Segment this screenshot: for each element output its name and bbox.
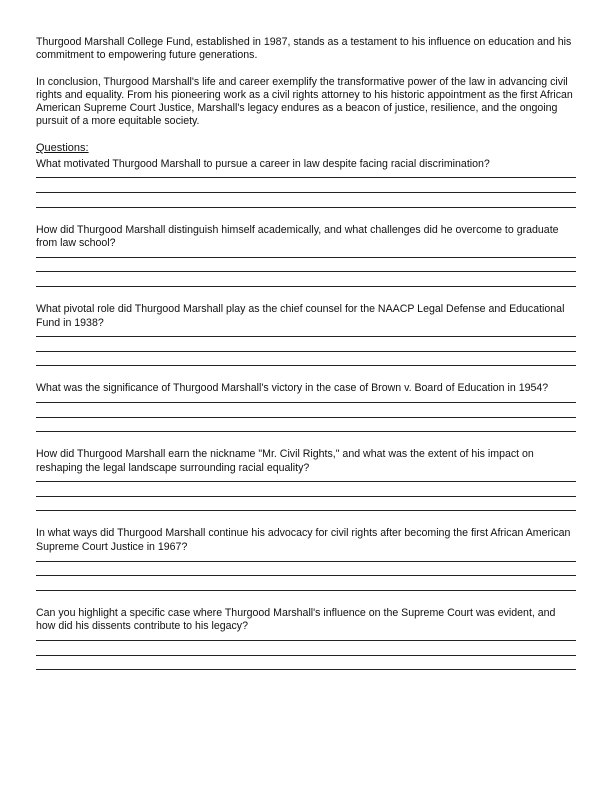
question-block bbox=[36, 607, 576, 670]
question-text: What motivated Thurgood Marshall to pursue a career in law despite facing racial discrimination? bbox=[36, 157, 490, 170]
answer-line[interactable] bbox=[36, 257, 576, 258]
answer-line[interactable] bbox=[36, 561, 576, 562]
question-text: How did Thurgood Marshall earn the nickname "Mr. Civil Rights," and what was the extent of his impact on reshaping the legal landscape surrounding racial equality? bbox=[36, 448, 534, 474]
question-block bbox=[36, 158, 576, 208]
answer-line[interactable] bbox=[36, 655, 576, 656]
answer-line[interactable] bbox=[36, 402, 576, 403]
answer-line[interactable] bbox=[36, 510, 576, 511]
question-block bbox=[36, 448, 576, 511]
answer-line[interactable] bbox=[36, 192, 576, 193]
answer-line[interactable] bbox=[36, 365, 576, 366]
answer-line[interactable] bbox=[36, 640, 576, 641]
answer-line[interactable] bbox=[36, 336, 576, 337]
answer-line[interactable] bbox=[36, 351, 576, 352]
question-block bbox=[36, 382, 576, 432]
worksheet-page bbox=[36, 36, 576, 686]
question-text: Can you highlight a specific case where Thurgood Marshall's influence on the Supreme Court was evident, and how did his dissents contribute to his legacy? bbox=[36, 606, 556, 633]
answer-line[interactable] bbox=[36, 431, 576, 432]
answer-line[interactable] bbox=[36, 575, 576, 576]
paragraph-college-fund: Thurgood Marshall College Fund, established in 1987, stands as a testament to his influence on education and his commitment to empowering future generations. bbox=[36, 36, 572, 62]
answer-line[interactable] bbox=[36, 590, 576, 591]
answer-line[interactable] bbox=[36, 207, 576, 208]
question-text: What pivotal role did Thurgood Marshall play as the chief counsel for the NAACP Legal Defense and Educational Fund in 1938? bbox=[36, 302, 565, 329]
answer-line[interactable] bbox=[36, 286, 576, 287]
answer-line[interactable] bbox=[36, 481, 576, 482]
questions-heading: Questions: bbox=[36, 141, 89, 154]
answer-line[interactable] bbox=[36, 271, 576, 272]
question-text: What was the significance of Thurgood Marshall's victory in the case of Brown v. Board of Education in 1954? bbox=[36, 382, 549, 395]
paragraph-conclusion: In conclusion, Thurgood Marshall's life and career exemplify the transformative power of the law in advancing civil rights and equality. From his pioneering work as a civil rights attorney to his historic appointment as the first African American Supreme Court Justice, Marshall's legacy endures as a beacon of justice, resilience, and the ongoing pursuit of a more equitable society. bbox=[36, 75, 573, 128]
question-block bbox=[36, 224, 576, 287]
answer-line[interactable] bbox=[36, 669, 576, 670]
question-text: How did Thurgood Marshall distinguish himself academically, and what challenges did he overcome to graduate from law school? bbox=[36, 223, 559, 250]
answer-line[interactable] bbox=[36, 177, 576, 178]
question-text: In what ways did Thurgood Marshall continue his advocacy for civil rights after becoming the first African American Supreme Court Justice in 1967? bbox=[36, 527, 571, 554]
answer-line[interactable] bbox=[36, 496, 576, 497]
question-block bbox=[36, 303, 576, 366]
question-block bbox=[36, 527, 576, 590]
answer-line[interactable] bbox=[36, 417, 576, 418]
